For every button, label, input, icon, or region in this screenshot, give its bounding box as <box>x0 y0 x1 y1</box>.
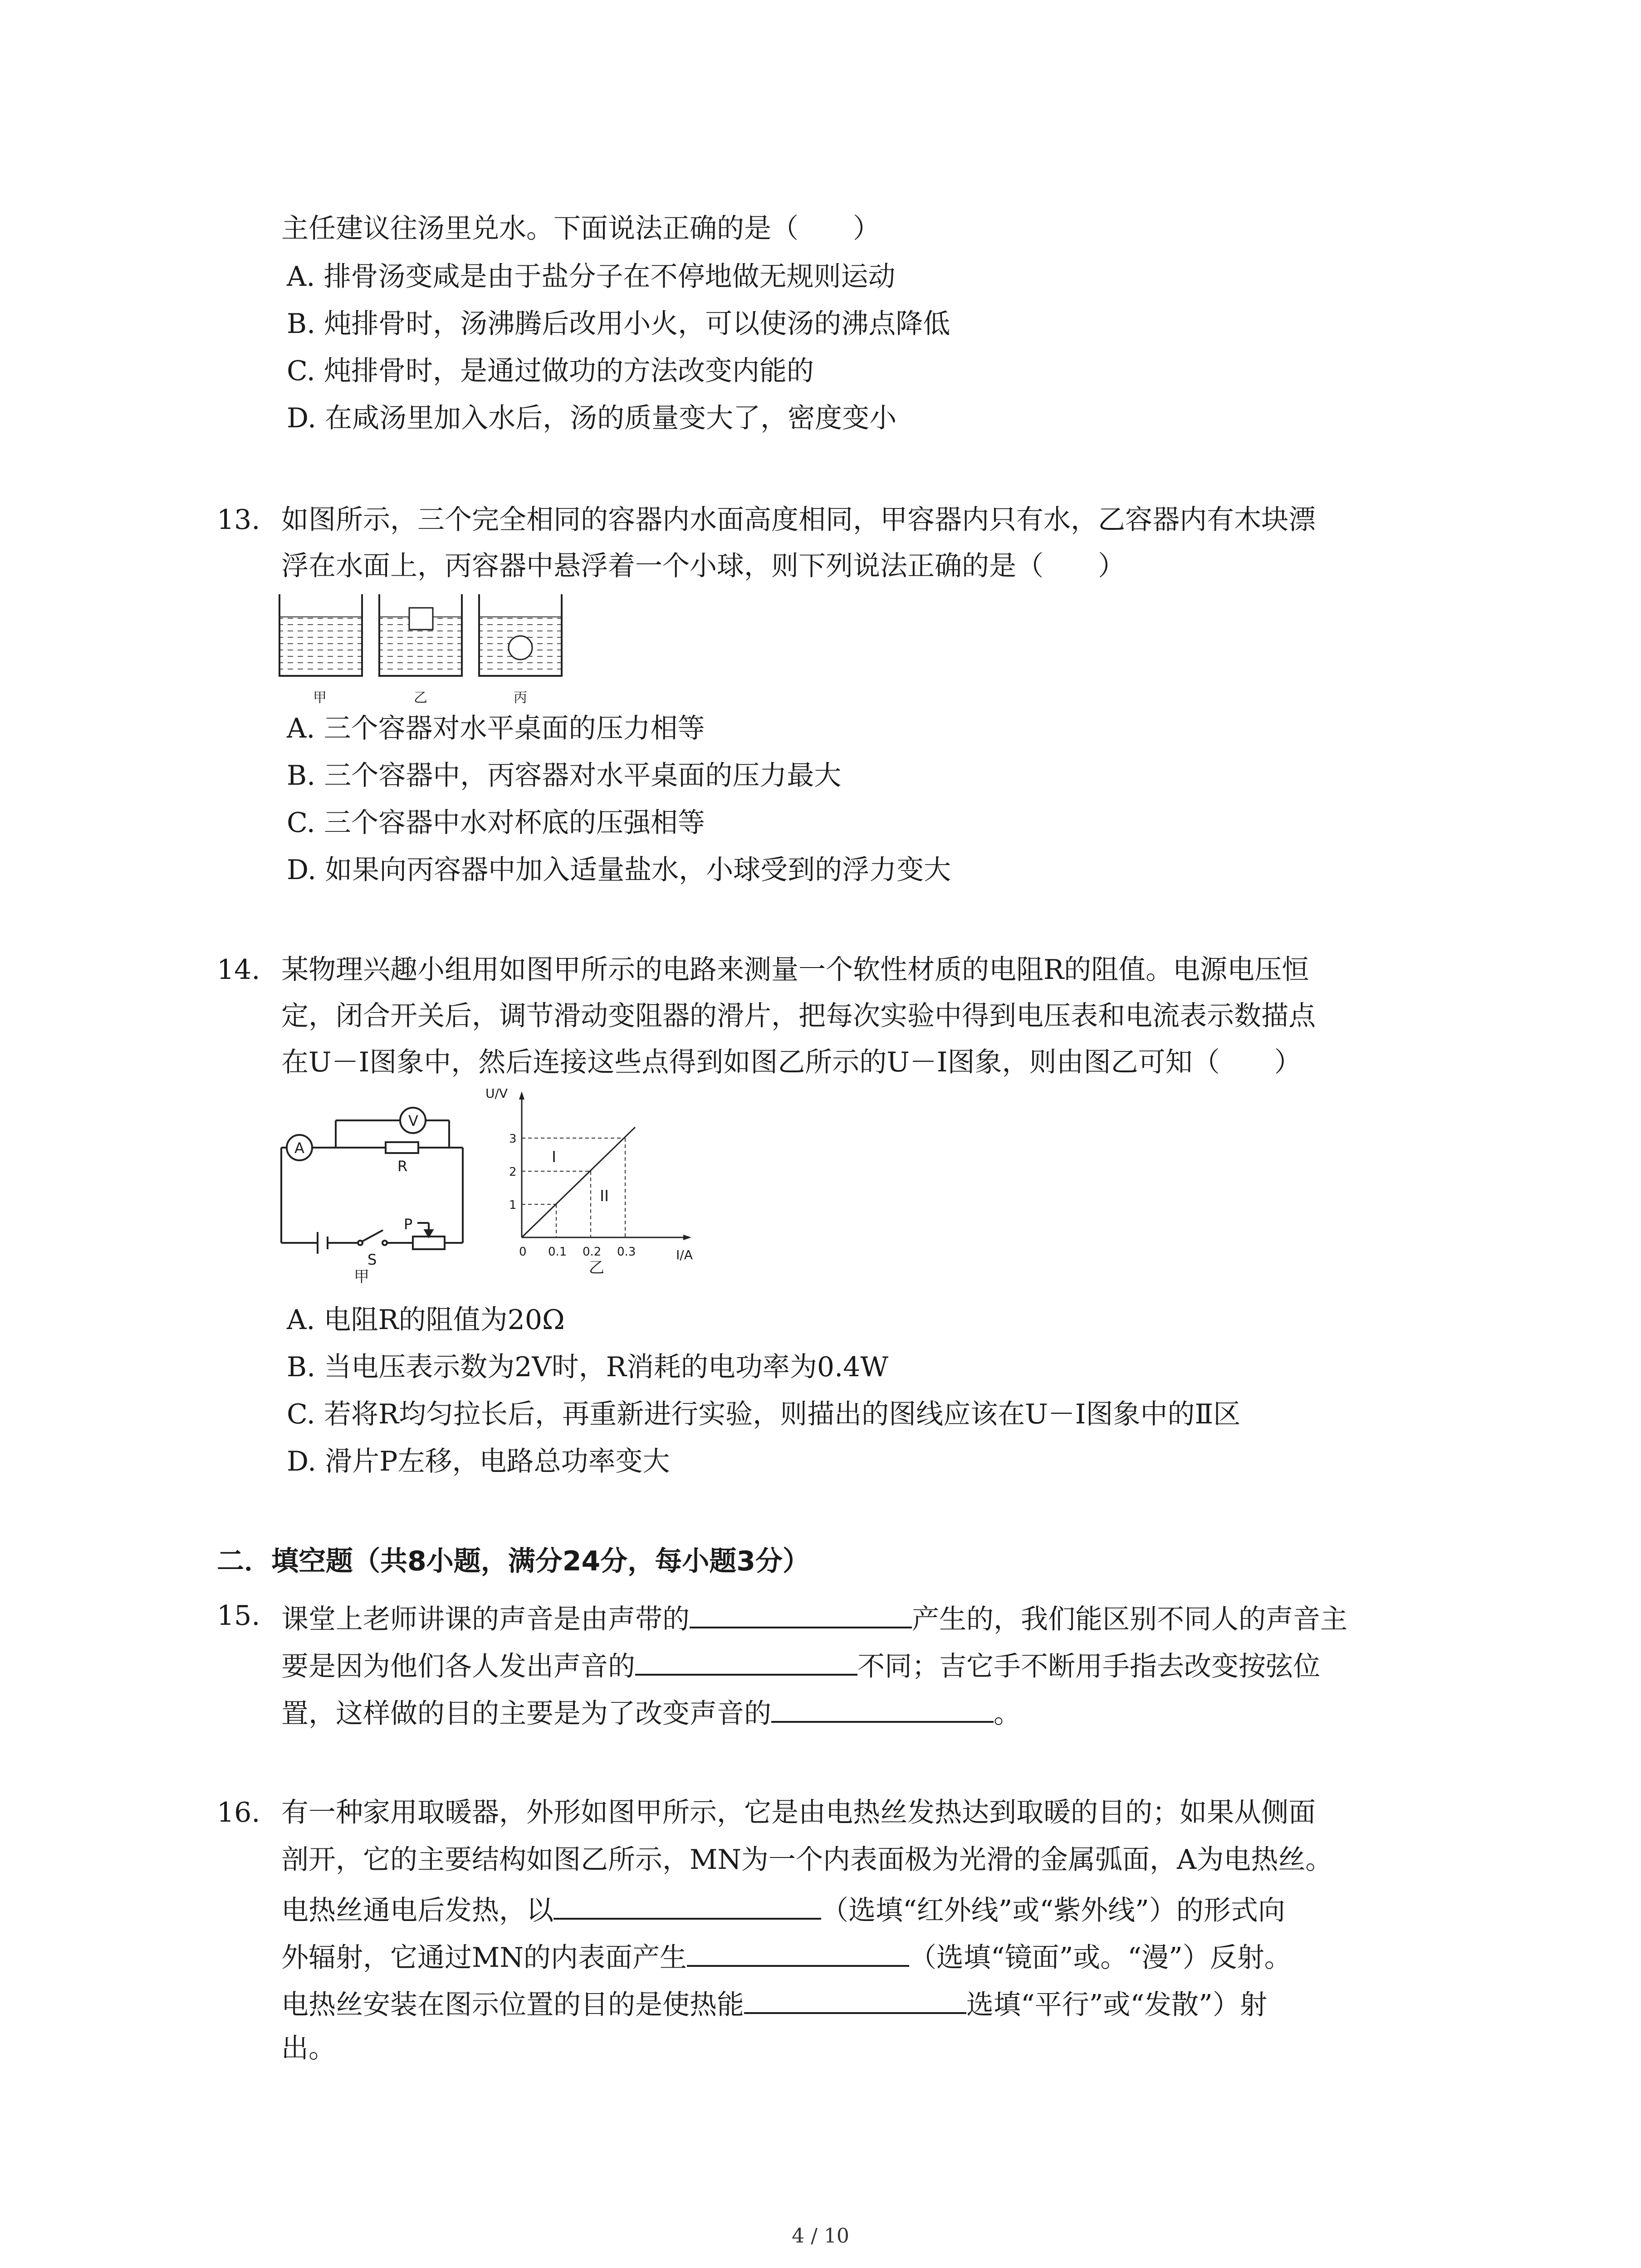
ammeter-label: A <box>294 1139 304 1157</box>
rheostat-icon <box>413 1237 445 1249</box>
region-2-label: II <box>600 1187 609 1205</box>
q14-number: 14. <box>217 954 260 986</box>
x-axis-label: I/A <box>676 1247 693 1262</box>
q15-blank-3[interactable] <box>771 1691 994 1723</box>
origin-label: 0 <box>519 1245 527 1259</box>
y-tick-3: 3 <box>509 1132 517 1146</box>
ui-line <box>522 1127 635 1237</box>
q13-stem-line1: 如图所示，三个完全相同的容器内水面高度相同，甲容器内只有水，乙容器内有木块漂 <box>281 504 1316 536</box>
slider-arrow-icon <box>417 1223 432 1237</box>
q14-circuit-diagram <box>272 1093 472 1284</box>
q15-line3-b: 。 <box>994 1698 1021 1730</box>
q15-line3 <box>281 1691 1021 1733</box>
q13-option-d: D. 如果向丙容器中加入适量盐水，小球受到的浮力变大 <box>287 854 951 886</box>
q13-option-a: A. 三个容器对水平桌面的压力相等 <box>287 713 705 744</box>
q16-line5 <box>281 1982 1267 2024</box>
graph-caption: 乙 <box>589 1259 604 1275</box>
q13-number: 13. <box>217 504 260 536</box>
q15-line1-b: 产生的，我们能区别不同人的声音主 <box>912 1603 1347 1635</box>
container-bing <box>479 594 562 676</box>
q15-number: 15. <box>217 1600 260 1632</box>
q14-option-c: C. 若将R均匀拉长后，再重新进行实验，则描出的图线应该在U－I图象中的Ⅱ区 <box>287 1398 1241 1430</box>
q16-line2: 剖开，它的主要结构如图乙所示，MN为一个内表面极为光滑的金属弧面，A为电热丝。 <box>281 1844 1333 1876</box>
q16-number: 16. <box>217 1797 260 1828</box>
q16-line1: 有一种家用取暖器，外形如图甲所示，它是由电热丝发热达到取暖的目的；如果从侧面 <box>281 1797 1316 1828</box>
q13-containers-figure <box>277 590 576 712</box>
q14-option-b: B. 当电压表示数为2V时，R消耗的电功率为0.4W <box>287 1351 889 1383</box>
container-label-jia: 甲 <box>313 690 327 706</box>
switch-label: S <box>367 1251 377 1268</box>
q14-option-a: A. 电阻R的阻值为20Ω <box>287 1304 565 1336</box>
q14-ui-graph <box>472 1084 708 1275</box>
container-jia <box>279 594 362 676</box>
q15-line1-a: 课堂上老师讲课的声音是由声带的 <box>281 1603 690 1635</box>
voltmeter-label: V <box>408 1112 418 1129</box>
circuit-caption: 甲 <box>354 1268 369 1284</box>
q12-stem-continuation: 主任建议往汤里兑水。下面说法正确的是（ ） <box>281 213 880 244</box>
q12-option-c: C. 炖排骨时，是通过做功的方法改变内能的 <box>287 355 814 387</box>
region-1-label: I <box>552 1148 557 1166</box>
q16-line4-a: 外辐射，它通过MN的内表面产生 <box>281 1942 687 1974</box>
q12-option-b: B. 炖排骨时，汤沸腾后改用小火，可以使汤的沸点降低 <box>287 308 950 340</box>
q15-line1 <box>281 1597 1347 1638</box>
q16-line4 <box>281 1935 1292 1977</box>
q15-blank-1[interactable] <box>690 1597 912 1628</box>
x-tick-0-1: 0.1 <box>548 1245 567 1259</box>
battery-icon <box>318 1232 328 1254</box>
q15-line2 <box>281 1644 1320 1686</box>
x-tick-0-2: 0.2 <box>583 1245 602 1259</box>
slider-label: P <box>404 1216 413 1233</box>
q16-line3-a: 电热丝通电后发热，以 <box>281 1895 554 1926</box>
q16-blank-3[interactable] <box>744 1982 966 2014</box>
resistor-label: R <box>397 1158 408 1175</box>
q13-stem-line2: 浮在水面上，丙容器中悬浮着一个小球，则下列说法正确的是（ ） <box>281 550 1125 582</box>
container-label-yi: 乙 <box>414 690 427 706</box>
q16-line3-b: （选填“红外线”或“紫外线”）的形式向 <box>821 1895 1285 1926</box>
q15-line2-b: 不同；吉它手不断用手指去改变按弦位 <box>857 1651 1320 1682</box>
x-tick-0-3: 0.3 <box>617 1245 636 1259</box>
q14-stem-line3: 在U－I图象中，然后连接这些点得到如图乙所示的U－I图象，则由图乙可知（ ） <box>281 1046 1302 1078</box>
q14-stem-line2: 定，闭合开关后，调节滑动变阻器的滑片，把每次实验中得到电压表和电流表示数描点 <box>281 1000 1316 1032</box>
container-yi <box>379 594 462 676</box>
q16-blank-2[interactable] <box>687 1935 909 1967</box>
y-tick-2: 2 <box>509 1165 517 1179</box>
y-axis-label: U/V <box>485 1086 508 1101</box>
q15-line2-a: 要是因为他们各人发出声音的 <box>281 1651 635 1682</box>
ball-icon <box>509 636 532 660</box>
q13-option-c: C. 三个容器中水对杯底的压强相等 <box>287 807 705 839</box>
q16-line5-b: 选填“平行”或“发散”）射 <box>966 1989 1267 2021</box>
section-2-heading: 二．填空题（共8小题，满分24分，每小题3分） <box>217 1545 810 1577</box>
y-tick-1: 1 <box>509 1198 517 1212</box>
q12-option-d: D. 在咸汤里加入水后，汤的质量变大了，密度变小 <box>287 402 897 434</box>
q16-line6: 出。 <box>281 2033 336 2064</box>
wood-block-icon <box>409 608 433 630</box>
switch-icon <box>358 1230 387 1245</box>
q14-stem-line1: 某物理兴趣小组用如图甲所示的电路来测量一个软性材质的电阻R的阻值。电源电压恒 <box>281 954 1309 986</box>
q12-option-a: A. 排骨汤变咸是由于盐分子在不停地做无规则运动 <box>287 261 896 293</box>
q15-blank-2[interactable] <box>635 1644 857 1676</box>
q16-line4-b: （选填“镜面”或。“漫”）反射。 <box>909 1942 1292 1974</box>
container-label-bing: 丙 <box>514 690 527 706</box>
q15-line3-a: 置，这样做的目的主要是为了改变声音的 <box>281 1698 771 1730</box>
q16-line5-a: 电热丝安装在图示位置的目的是使热能 <box>281 1989 744 2021</box>
q16-line3 <box>281 1888 1285 1930</box>
page-number: 4 / 10 <box>792 2224 849 2248</box>
resistor-icon <box>386 1142 418 1153</box>
q13-option-b: B. 三个容器中，丙容器对水平桌面的压力最大 <box>287 760 842 792</box>
q14-option-d: D. 滑片P左移，电路总功率变大 <box>287 1446 670 1477</box>
q16-blank-1[interactable] <box>554 1888 821 1920</box>
